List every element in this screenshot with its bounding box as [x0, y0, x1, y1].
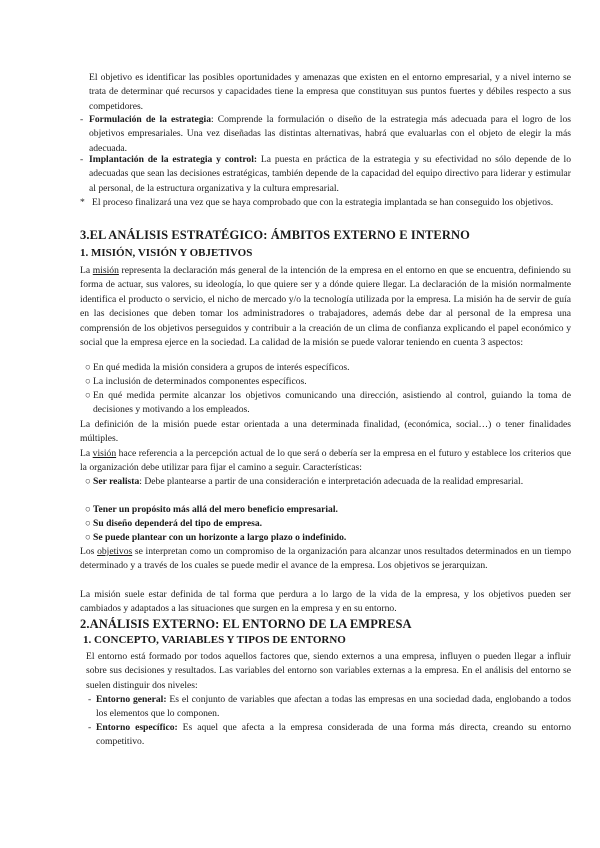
circle-bullet-icon: ○ [85, 376, 91, 387]
phase-implantacion [80, 153, 571, 196]
vision-trait-3: ○ Su diseño dependerá del tipo de empresa. [93, 517, 571, 531]
circle-bullet-icon: ○ [85, 476, 91, 487]
mision-aspect-3: ○ En qué medida permite alcanzar los objetivos comunicando una dirección, asistiendo al control, guiando la toma de decisiones y motivando a los empleados. [85, 390, 571, 416]
asterisk-marker: * [80, 197, 85, 208]
mision-finalidad-paragraph: La definición de la misión puede estar orientada a una determinada finalidad, (económica, social…) o tener finalidades múltiples. [80, 419, 571, 445]
objetivos-paragraph: Los objetivos se interpretan como un compromiso de la organización para alcanzar unos resultados determinados en un tiempo determinado y a través de los cuales se puede medir el avance de la empresa. Los objetivos se jerarquizan. [80, 546, 571, 572]
dash-marker: - [88, 722, 92, 733]
entorno-paragraph: El entorno está formado por todos aquellos factores que, siendo externos a una empresa, influyen o pueden llegar a influir sobre sus decisiones y resultados. Las variables del entorno son variables externas a la empresa. En el análisis del entorno se suelen distinguir dos niveles: [86, 651, 571, 691]
dash-marker: - [88, 694, 92, 705]
vision-paragraph: La visión hace referencia a la percepción actual de lo que será o debería ser la empresa en el futuro y establece los criterios que la organización debe utilizar para fijar el camino a seguir. Características: [80, 448, 571, 474]
mision-paragraph: La misión representa la declaración más general de la intención de la empresa en el entorno en que se encuentra, definiendo su forma de actuar, sus valores, su ideología, lo que quiere ser y a dónde quiere llegar. La declaración de la misión normalmente identifica el producto o servicio, el nicho de mercado y/o la tecnología utilizada por la empresa. La misión ha de servir de guía en las decisiones que deben tomar los administradores o trabajadores, además debe dar al personal de la empresa una comprensión de los objetivos perseguidos y contribuir a la creación de un clima de confianza explicando el papel económico y social que la empresa ejerce en la sociedad. La calidad de la misión se puede valorar teniendo en cuenta 3 aspectos: [80, 265, 571, 349]
vision-trait-2: ○ Tener un propósito más allá del mero beneficio empresarial. [93, 503, 571, 517]
circle-bullet-icon: ○ [85, 518, 91, 529]
entorno-especifico: - Entorno específico: Es aquel que afecta a la empresa considerada de una forma más directa, creando su entorno competitivo. [88, 722, 571, 748]
phase-term: Formulación de la estrategia [89, 114, 211, 125]
subsection-heading-concepto: 1. CONCEPTO, VARIABLES Y TIPOS DE ENTORNO [83, 634, 346, 646]
phase-text: : Comprende la formulación o diseño de la estrategia más adecuada para el logro de los objetivos empresariales. Una vez diseñadas las distintas alternativas, habrá que evaluarlas con el objeto de elegir la más adecuada. [89, 114, 572, 154]
section-heading-analisis-estrategico: 3.EL ANÁLISIS ESTRATÉGICO: ÁMBITOS EXTERNO E INTERNO [80, 228, 470, 242]
vision-trait-1: ○ Ser realista: Debe plantearse a partir de una consideración e interpretación adecuada de la realidad empresarial. [93, 475, 571, 489]
phase-formulacion [80, 113, 572, 156]
dash-marker: - [80, 114, 84, 125]
objetivos-term: objetivos [97, 546, 133, 557]
vision-trait-4: ○ Se puede plantear con un horizonte a largo plazo o indefinido. [93, 531, 571, 545]
subsection-heading-mision: 1. MISIÓN, VISIÓN Y OBJETIVOS [80, 247, 253, 259]
mision-aspect-2: ○ La inclusión de determinados componentes específicos. [93, 375, 571, 389]
phase-term: Implantación de la estrategia y control: [89, 154, 258, 165]
intro-paragraph: El objetivo es identificar las posibles oportunidades y amenazas que existen en el entorno empresarial, y a nivel interno se trata de determinar qué recursos y capacidades tiene la empresa que constituyan sus puntos fuertes y débiles respecto a sus competidores. [89, 72, 571, 112]
section-heading-analisis-externo: 2.ANÁLISIS EXTERNO: EL ENTORNO DE LA EMPRESA [80, 617, 412, 631]
mision-objetivos-closing: La misión suele estar definida de tal forma que perdura a lo largo de la vida de la empresa, y los objetivos pueden ser cambiados y adaptados a las situaciones que surgen en la empresa y en su entorno. [80, 589, 571, 615]
mision-term: misión [92, 265, 119, 276]
circle-bullet-icon: ○ [85, 390, 91, 401]
entorno-general: - Entorno general: Es el conjunto de variables que afectan a todas las empresas en una sociedad dada, englobando a todos los elementos que lo componen. [88, 694, 571, 720]
circle-bullet-icon: ○ [85, 504, 91, 515]
dash-marker: - [80, 154, 84, 165]
closing-note-text: El proceso finalizará una vez que se haya comprobado que con la estrategia implantada se han conseguido los objetivos. [92, 197, 554, 208]
phase-text: La puesta en práctica de la estrategia y su efectividad no sólo depende de lo adecuadas que sean las decisiones estratégicas, también depende de la capacidad del equipo directivo para liderar y estimular al personal, de la estructura organizativa y la cultura empresarial. [89, 154, 571, 194]
mision-aspect-1: ○ En qué medida la misión considera a grupos de interés específicos. [93, 361, 571, 375]
closing-note [80, 196, 571, 210]
circle-bullet-icon: ○ [85, 362, 91, 373]
vision-term: visión [92, 448, 117, 459]
circle-bullet-icon: ○ [85, 532, 91, 543]
